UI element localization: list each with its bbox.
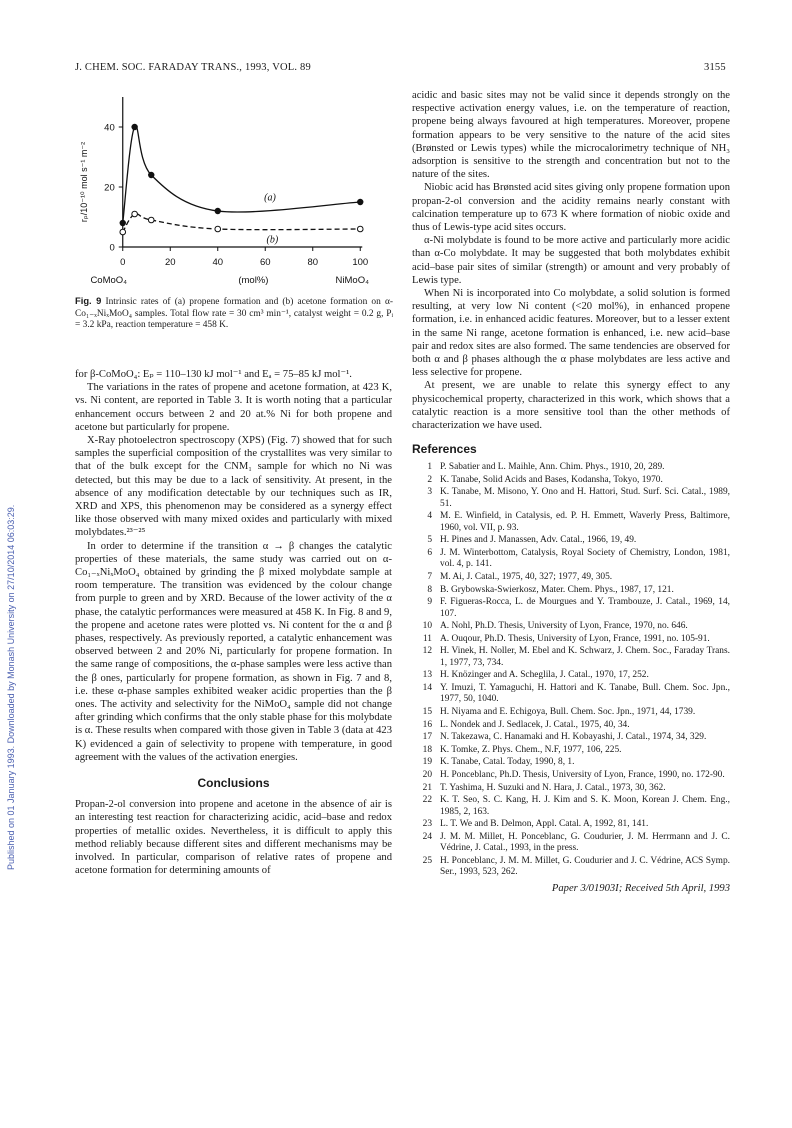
reference-text: T. Yashima, H. Suzuki and N. Hara, J. Catal., 1973, 30, 362. bbox=[440, 782, 666, 793]
reference-item bbox=[412, 511, 730, 534]
fig9-caption bbox=[75, 295, 393, 332]
left-paragraph-2: The variations in the rates of propene and acetone formation, at 423 K, vs. Ni content, are reported in Table 3. It is worth noting that a particular enhancement occurs between 2 and 20 at.% Ni for both propene and acetone but particularly for propene. bbox=[75, 382, 392, 433]
reference-text: Y. Imuzi, T. Yamaguchi, H. Hattori and K. Tanabe, Bull. Chem. Soc. Jpn., 1977, 50, 1040. bbox=[440, 683, 730, 705]
series-a-point bbox=[120, 220, 126, 226]
reference-number: 12 bbox=[422, 646, 432, 657]
reference-text: L. Nondek and J. Sedlacek, J. Catal., 1975, 40, 34. bbox=[440, 719, 630, 730]
fig9-caption-text: Intrinsic rates of (a) propene formation and (b) acetone formation on α-Co₁₋ₓNiₓMoO₄ samples. Total flow rate = 30 cm³ min⁻¹, catalyst weight = 0.2 g, Pᵢ = 3.2 kPa, reaction temperature = 458 K. bbox=[75, 297, 394, 331]
left-column bbox=[75, 368, 392, 877]
reference-item bbox=[412, 487, 730, 510]
reference-item bbox=[412, 732, 730, 743]
reference-item bbox=[412, 757, 730, 768]
reference-item bbox=[412, 856, 730, 879]
reference-text: A. Ouqour, Ph.D. Thesis, University of Lyon, France, 1991, no. 105-91. bbox=[440, 633, 710, 644]
reference-item bbox=[412, 548, 730, 571]
reference-text: H. Vinek, H. Noller, M. Ebel and K. Schwarz, J. Chem. Soc., Faraday Trans. 1, 1977, 73, 734. bbox=[440, 646, 730, 668]
reference-number: 6 bbox=[427, 548, 432, 559]
right-paragraph-1: acidic and basic sites may not be valid since it depends strongly on the respective activation energy values, i.e. on the temperature of reaction, propene being always favoured at high temperatures. Moreover, propene formation appears to be very sensitive to the nature of the acid sites (Brønsted or Lewis types) while the microcalorimetry technique of NH₃ adsorption is sensitive to the strength and concentration but not to the nature of the sites. bbox=[412, 90, 730, 181]
series-label-a: (a) bbox=[264, 192, 276, 204]
y-tick-label: 0 bbox=[109, 242, 115, 254]
y-tick-label: 20 bbox=[104, 182, 115, 194]
reference-item bbox=[412, 720, 730, 731]
series-a-point bbox=[148, 172, 154, 178]
series-a-point bbox=[357, 199, 363, 205]
reference-number: 8 bbox=[427, 584, 432, 595]
reference-item bbox=[412, 795, 730, 818]
x-left-end-label: CoMoO₄ bbox=[90, 275, 128, 286]
reference-text: K. T. Seo, S. C. Kang, H. J. Kim and S. K. Moon, Korean J. Chem. Eng., 1985, 2, 163. bbox=[440, 795, 730, 817]
x-tick-label: 40 bbox=[212, 257, 224, 268]
reference-number: 16 bbox=[422, 719, 432, 730]
reference-number: 2 bbox=[427, 474, 432, 485]
conclusions-heading: Conclusions bbox=[197, 776, 270, 791]
reference-number: 18 bbox=[422, 744, 432, 755]
reference-item bbox=[412, 475, 730, 486]
reference-item bbox=[412, 819, 730, 830]
reference-item bbox=[412, 783, 730, 794]
reference-item bbox=[412, 634, 730, 645]
reference-item bbox=[412, 597, 730, 620]
download-note-text: Published on 01 January 1993. Downloaded by Monash University on 27/10/2014 06:03:29. bbox=[6, 504, 16, 870]
reference-number: 9 bbox=[427, 597, 432, 608]
series-b-point bbox=[120, 229, 126, 235]
download-note bbox=[4, 180, 18, 880]
x-tick-label: 80 bbox=[307, 257, 319, 268]
reference-number: 14 bbox=[422, 683, 432, 694]
reference-text: J. M. Winterbottom, Catalysis, Royal Society of Chemistry, London, 1981, vol. 4, p. 141. bbox=[440, 548, 730, 570]
x-tick-label: 60 bbox=[259, 257, 271, 268]
reference-number: 10 bbox=[422, 621, 432, 632]
reference-text: N. Takezawa, C. Hanamaki and H. Kobayashi, J. Catal., 1974, 34, 329. bbox=[440, 732, 707, 743]
reference-text: P. Sabatier and L. Maihle, Ann. Chim. Phys., 1910, 20, 289. bbox=[440, 462, 665, 473]
reference-text: K. Tanabe, M. Misono, Y. Ono and H. Hattori, Stud. Surf. Sci. Catal., 1989, 51. bbox=[440, 487, 730, 509]
series-a-point bbox=[131, 124, 137, 130]
reference-text: A. Nohl, Ph.D. Thesis, University of Lyon, France, 1970, no. 646. bbox=[440, 621, 688, 632]
reference-text: H. Ponceblanc, J. M. M. Millet, G. Coudurier and J. C. Védrine, ACS Symp. Ser., 1993, 523, 262. bbox=[440, 855, 730, 878]
reference-number: 23 bbox=[422, 819, 432, 830]
left-paragraph-3: X-Ray photoelectron spectroscopy (XPS) (Fig. 7) showed that for such samples the superficial composition of the crystallites was very similar to that of the bulk except for the CNM₁ sample for which no Ni was detected, but this may be due to a lack of sensitivity. At present, in the absence of any modification detectable by our techniques such as IR, XRD and XPS, this phenomenon may be considered as a synergy effect like those observed with many mixed oxides and particularly with mixed molybdates.²³⁻²⁵ bbox=[75, 435, 392, 539]
reference-number: 5 bbox=[427, 535, 432, 546]
right-paragraph-3: α-Ni molybdate is found to be more active and particularly more acidic than α-Co molybdate. It may be suggested that both molybdates exhibit acid–base pair sites of similar (strength) or amount and very probably of Lewis type. bbox=[412, 235, 730, 286]
reference-text: L. T. We and B. Delmon, Appl. Catal. A, 1992, 81, 141. bbox=[440, 819, 649, 830]
reference-item bbox=[412, 670, 730, 681]
y-axis-label: rₚ/10⁻¹⁰ mol s⁻¹ m⁻² bbox=[79, 141, 89, 223]
reference-item bbox=[412, 832, 730, 855]
reference-text: M. E. Winfield, in Catalysis, ed. P. H. Emmett, Waverly Press, Baltimore, 1960, vol. VII, p. 93. bbox=[440, 511, 730, 533]
reference-number: 25 bbox=[422, 855, 432, 866]
journal-header: J. CHEM. SOC. FARADAY TRANS., 1993, VOL. 89 bbox=[75, 62, 311, 73]
reference-number: 1 bbox=[427, 462, 432, 473]
conclusions-text: Propan-2-ol conversion into propene and acetone in the absence of air is an interesting test reaction for characterizing acidic, acid–base and redox properties of metallic oxides. Nevertheless, it is difficult to apply this method reliably because different sites and different mechanisms may be involved. In particular, comparison of relative rates of propene and acetone formation for determining amounts of bbox=[75, 799, 392, 877]
reference-number: 3 bbox=[427, 487, 432, 498]
x-axis-label: (mol%) bbox=[238, 275, 269, 286]
reference-number: 19 bbox=[422, 757, 432, 768]
reference-number: 11 bbox=[422, 633, 432, 644]
reference-item bbox=[412, 683, 730, 706]
reference-text: J. M. M. Millet, H. Ponceblanc, G. Coudurier, J. M. Herrmann and J. C. Védrine, J. Catal., 1993, in the press. bbox=[440, 831, 730, 854]
reference-number: 17 bbox=[422, 732, 432, 743]
reference-item bbox=[412, 572, 730, 583]
series-b-point bbox=[357, 226, 363, 232]
references-heading: References bbox=[412, 442, 477, 457]
x-right-end-label: NiMoO₄ bbox=[335, 275, 369, 286]
fig9-chart bbox=[75, 89, 392, 289]
fig9-caption-label: Fig. 9 bbox=[75, 295, 102, 306]
reference-text: H. Pines and J. Manassen, Adv. Catal., 1966, 19, 49. bbox=[440, 535, 637, 546]
right-paragraph-5: At present, we are unable to relate this synergy effect to any physicochemical property, characterized in this work, which shows that a catalytic reaction is a more sensitive tool than the other methods of characterization we have used. bbox=[412, 380, 730, 432]
right-column bbox=[412, 89, 730, 894]
left-paragraph-4: In order to determine if the transition α → β changes the catalytic properties of these materials, the same study was carried out on α-Co₁₋ₓNiₓMoO₄ obtained by grinding the β mixed molybdate sample at room temperature. The transition was evidenced by the colour change from purple to green and by XRD. Because of the lower activity of the α phase, the catalytic performances were measured at 458 K. In Fig. 8 and 9, the propene and acetone rates were plotted vs. Ni content for the α and β phases, respectively. As previously reported, a catalytic enhancement was observed between 2 and 20% Ni, particularly for propene formation. In the same range of compositions, the α-phase samples were less active than the β ones, particularly for propene formation, as shown in Fig. 7 and 8, i.e. these α-phase samples exhibited weaker acidic properties than the β ones. The activity and selectivity for the NiMoO₄ sample did not change after grinding which confirms that the only stable phase for this molybdate is α. These results when compared with those given in Table 3 (data at 423 K) evidenced a gain of selectivity to propene with temperature, in good agreement with the values of the activation energies. bbox=[75, 540, 392, 763]
series-line-a bbox=[123, 126, 361, 223]
reference-number: 21 bbox=[422, 782, 432, 793]
reference-text: M. Ai, J. Catal., 1975, 40, 327; 1977, 49, 305. bbox=[440, 572, 613, 583]
series-a-point bbox=[215, 208, 221, 214]
reference-item bbox=[412, 745, 730, 756]
series-b-point bbox=[215, 226, 221, 232]
reference-number: 22 bbox=[422, 795, 432, 806]
references-list bbox=[412, 462, 730, 878]
reference-number: 4 bbox=[427, 511, 432, 522]
reference-text: K. Tanabe, Catal. Today, 1990, 8, 1. bbox=[440, 757, 575, 768]
page-number: 3155 bbox=[704, 62, 726, 73]
reference-text: B. Grybowska-Swierkosz, Mater. Chem. Phys., 1987, 17, 121. bbox=[440, 584, 674, 595]
reference-item bbox=[412, 535, 730, 546]
series-b-point bbox=[132, 211, 138, 217]
x-tick-label: 20 bbox=[164, 257, 176, 268]
reference-text: K. Tanabe, Solid Acids and Bases, Kodansha, Tokyo, 1970. bbox=[440, 474, 663, 485]
reference-text: H. Niyama and E. Echigoya, Bull. Chem. Soc. Jpn., 1971, 44, 1739. bbox=[440, 707, 696, 718]
series-b-point bbox=[148, 217, 154, 223]
right-paragraph-2: Niobic acid has Brønsted acid sites giving only propene formation upon propan-2-ol conversion and the acidity remains nearly constant with calcination temperature up to 673 K where formation of niobic oxide and thus of Lewis-type acid sites occurs. bbox=[412, 182, 730, 234]
reference-item bbox=[412, 621, 730, 632]
reference-text: H. Knözinger and A. Scheglila, J. Catal., 1970, 17, 252. bbox=[440, 670, 649, 681]
right-paragraph-4: When Ni is incorporated into Co molybdate, a solid solution is formed resulting, at very low Ni content (<20 mol%), in enhanced propene formation, i.e. in enhanced acidic features. Moreover, but to a lesser extent in the same Ni range, acetone formation is enhanced, i.e. new acid–base pair and redox sites are also formed. The same tendencies are observed for both α and β phases although the α phase molybdates are less active and less selective for propene. bbox=[412, 288, 730, 379]
x-tick-label: 0 bbox=[120, 257, 126, 268]
reference-number: 20 bbox=[422, 770, 432, 780]
reference-number: 15 bbox=[422, 707, 432, 718]
reference-text: K. Tomke, Z. Phys. Chem., N.F, 1977, 106, 225. bbox=[440, 744, 622, 755]
reference-number: 7 bbox=[427, 572, 432, 583]
reference-text: H. Ponceblanc, Ph.D. Thesis, University of Lyon, France, 1990, no. 172-90. bbox=[440, 770, 725, 780]
series-line-b bbox=[123, 214, 361, 232]
reference-number: 24 bbox=[422, 831, 432, 842]
reference-item bbox=[412, 462, 730, 473]
x-tick-label: 100 bbox=[352, 257, 369, 268]
reference-text: F. Figueras-Rocca, L. de Mourgues and Y. Trambouze, J. Catal., 1969, 14, 107. bbox=[440, 597, 730, 619]
y-tick-label: 40 bbox=[104, 122, 115, 134]
paper-received-note: Paper 3/01903I; Received 5th April, 1993 bbox=[551, 882, 730, 894]
series-label-b: (b) bbox=[266, 234, 279, 246]
reference-item bbox=[412, 770, 730, 781]
reference-number: 13 bbox=[422, 670, 432, 681]
reference-item bbox=[412, 646, 730, 669]
reference-item bbox=[412, 585, 730, 596]
left-paragraph-1: for β-CoMoO₄: Eₚ = 110–130 kJ mol⁻¹ and Eₐ = 75–85 kJ mol⁻¹. bbox=[75, 369, 352, 380]
reference-item bbox=[412, 707, 730, 718]
